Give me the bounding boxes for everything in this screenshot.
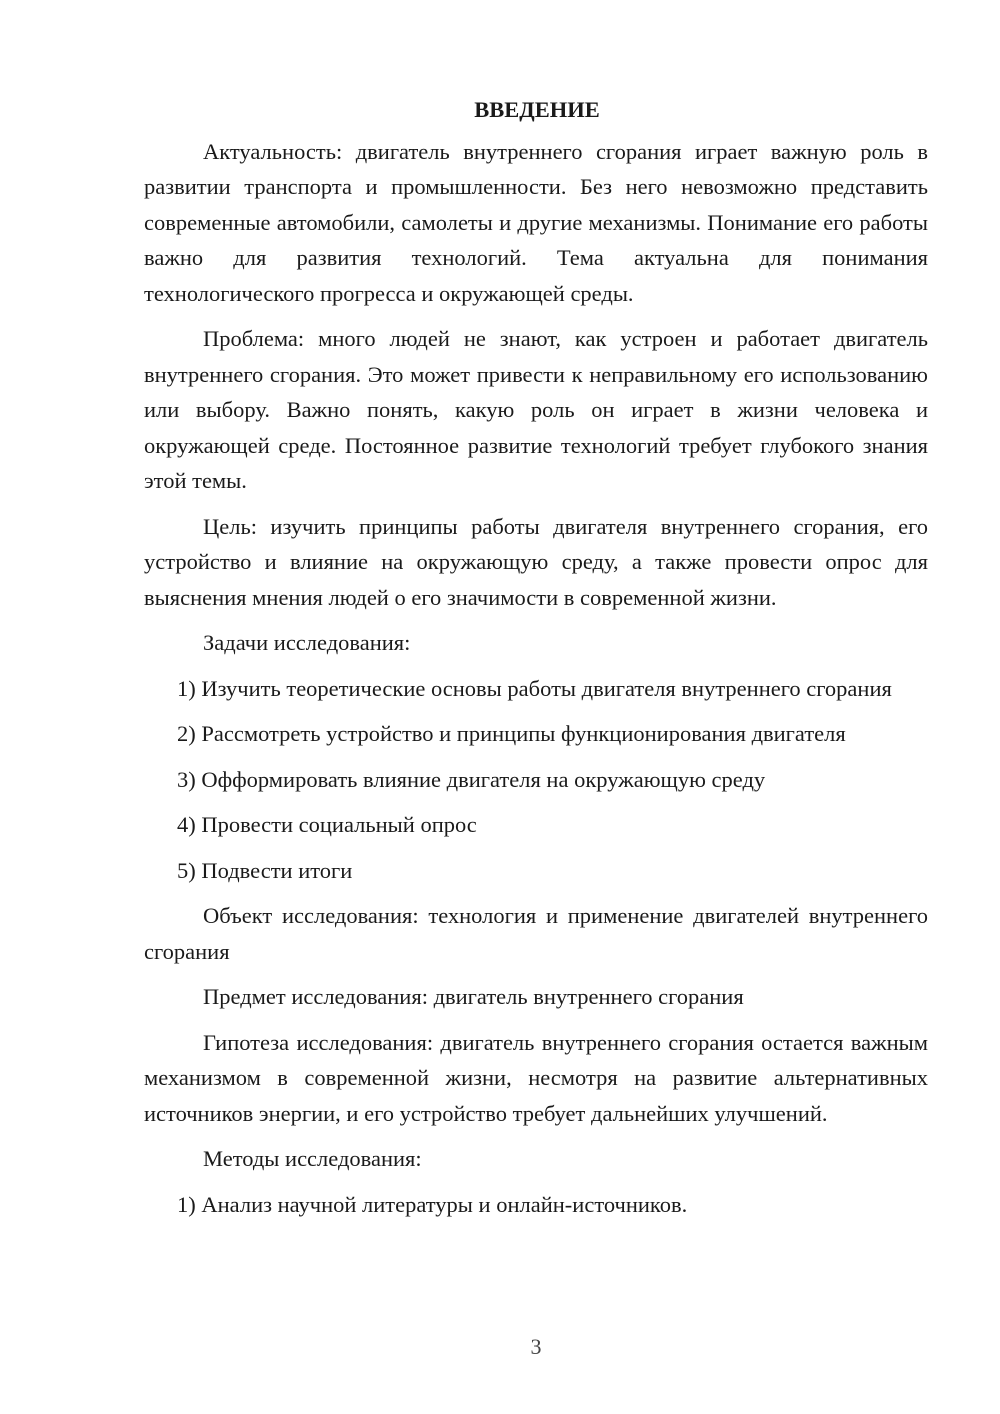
problem-paragraph: Проблема: много людей не знают, как устроен и работает двигатель внутреннего сгорания. Это может привести к неправильному его использованию или выбору. Важно понять, какую роль он играет в жизни человека и окружающей среде. Постоянное развитие технологий требует глубокого знания этой темы. (144, 326, 928, 493)
relevance-paragraph: Актуальность: двигатель внутреннего сгорания играет важную роль в развитии транспорта и промышленности. Без него невозможно представить современные автомобили, самолеты и другие механизмы. Понимание его работы важно для развития технологий. Тема актуальна для понимания технологического прогресса и окружающей среды. (144, 138, 928, 306)
page-title: ВВЕДЕНИЕ (474, 97, 600, 122)
tasks-heading: Задачи исследования: (203, 630, 411, 655)
methods-heading: Методы исследования: (203, 1146, 422, 1171)
goal-paragraph: Цель: изучить принципы работы двигателя внутреннего сгорания, его устройство и влияние на окружающую среду, а также провести опрос для выяснения мнения людей о его значимости в современной жизни. (144, 513, 928, 610)
task-item-2: 2) Рассмотреть устройство и принципы функционирования двигателя (177, 721, 846, 746)
page-number: 3 (530, 1334, 542, 1359)
task-item-3: 3) Офформировать влияние двигателя на окружающую среду (177, 766, 766, 792)
hypothesis-paragraph: Гипотеза исследования: двигатель внутреннего сгорания остается важным механизмом в современной жизни, несмотря на развитие альтернативных источников энергии, и его устройство требует дальнейших улучшений. (144, 1029, 928, 1126)
method-item-1: 1) Анализ научной литературы и онлайн-источников. (177, 1191, 688, 1217)
task-item-4: 4) Провести социальный опрос (177, 812, 477, 837)
task-item-5: 5) Подвести итоги (177, 857, 353, 883)
task-item-1: 1) Изучить теоретические основы работы двигателя внутреннего сгорания (177, 675, 892, 701)
subject-paragraph: Предмет исследования: двигатель внутреннего сгорания (203, 984, 744, 1009)
document-page (144, 92, 928, 1232)
object-paragraph: Объект исследования: технология и применение двигателей внутреннего сгорания (144, 903, 928, 964)
